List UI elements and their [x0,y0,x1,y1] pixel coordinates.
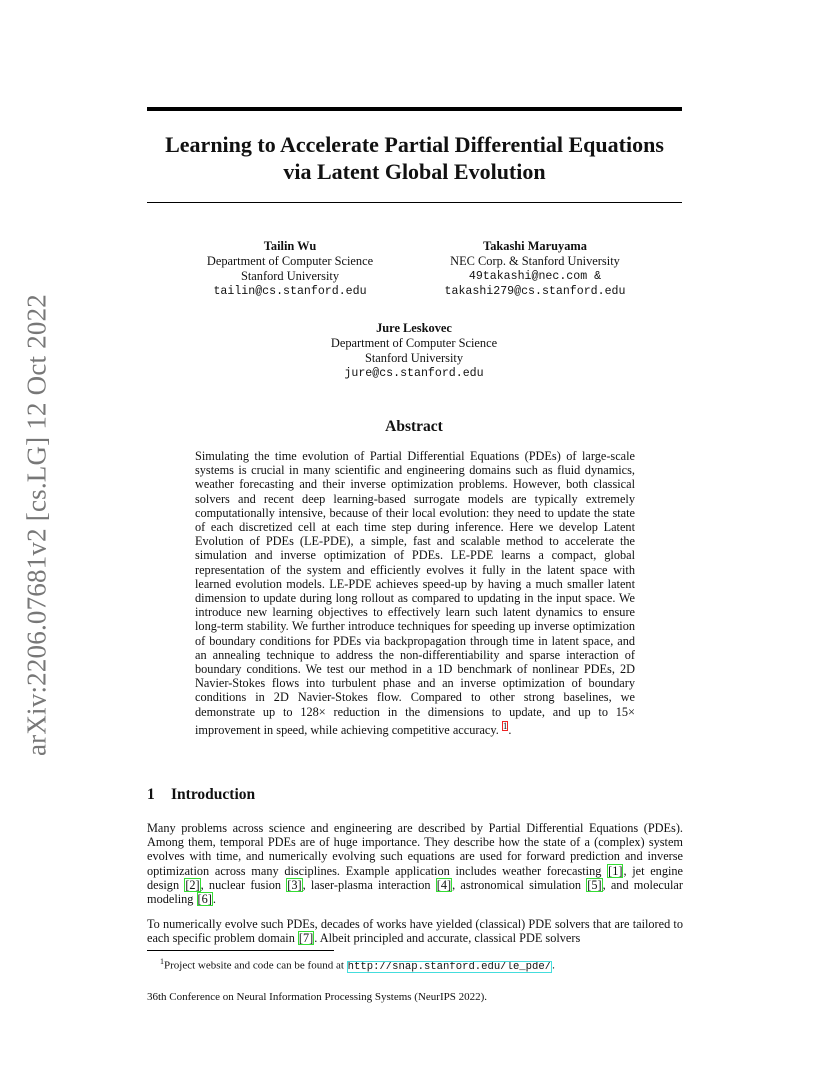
text-run: , laser-plasma interaction [302,877,436,892]
author-email: jure@cs.stanford.edu [344,367,484,380]
citation-link[interactable]: [1] [608,863,623,878]
citation-link[interactable]: [6] [197,892,212,907]
text-run: Many problems across science and engineering are described by Partial Differential Equations (PDEs). Among them, temporal PDEs are of huge importance. They describe how the state of a (complex) system evolves with time, and numerically evolving such equations are used for forward prediction and inverse optimization across many disciplines. Example application includes weather forecasting [147,821,683,878]
author-affiliation: Stanford University [364,351,464,365]
citation-link[interactable]: [7] [298,931,314,946]
text-run: . [212,892,216,907]
section-number: 1 [147,786,155,803]
abstract-text: Simulating the time evolution of Partial Differential Equations (PDEs) of large-scale systems is crucial in many scientific and engineering domains such as fluid dynamics, weather forecasting and their inverse optimization problems. However, both classical solvers and recent deep learning-based surrogate models are typically extremely computationally intensive, because of their local evolution: they need to update the state of each discretized cell at each time step during inference. Here we develop Latent Evolution of PDEs (LE-PDE), a simple, fast and scalable method to accelerate the simulation and inverse optimization of PDEs. LE-PDE learns a compact, global representation of the system and efficiently evolves it fully in the latent space with learned evolution models. LE-PDE achieves speed-up by having a much smaller latent dimension to update during long rollout as compared to updating in the input space. We introduce new learning objectives to effectively learn such latent dynamics to ensure long-term stability. We further introduce techniques for speeding up inverse optimization of boundary conditions for PDEs via backpropagation through time in latent space, and an annealing technique to address the non-differentiability and sparse interaction of boundary conditions. We test our method in a 1D benchmark of nonlinear PDEs, 2D Navier-Stokes flows into turbulent phase and an inverse optimization of boundary conditions in 2D Navier-Stokes flow. Compared to other strong baselines, we demonstrate up to 128× reduction in the dimensions to update, and up to 15× improvement in speed, while achieving competitive accuracy. [195,449,635,737]
text-run: , and molecular modeling [147,877,683,907]
arxiv-side-stamp: arXiv:2206.07681v2 [cs.LG] 12 Oct 2022 [21,293,52,757]
author-name: Takashi Maruyama [483,239,587,253]
section-title: Introduction [171,786,256,803]
citation-link[interactable]: [3] [287,877,302,892]
title-line-2: via Latent Global Evolution [283,159,546,184]
author-block-1 [190,239,390,299]
author-block-2 [425,239,645,299]
footnote-end: . [552,959,555,972]
author-email: 49takashi@nec.com & [468,270,602,283]
author-name: Jure Leskovec [376,321,452,335]
author-affiliation: Stanford University [240,269,340,283]
author-email: tailin@cs.stanford.edu [213,285,367,298]
intro-paragraph-1 [147,821,683,906]
paper-title [120,131,709,185]
abstract-heading: Abstract [385,418,443,435]
text-run: . Albeit principled and accurate, classical PDE solvers [314,931,581,946]
footnote-mark: 1 [160,957,164,966]
project-url-link[interactable]: http://snap.stanford.edu/le_pde/ [347,960,552,973]
author-email: takashi279@cs.stanford.edu [444,285,626,298]
abstract-body: Simulating the time evolution of Partial Differential Equations (PDEs) of large-scale systems is crucial in many scientific and engineering domains such as fluid dynamics, weather forecasting and their inverse optimization problems. However, both classical solvers and recent deep learning-based surrogate models are typically extremely computationally intensive, because of their local evolution: they need to update the state of each discretized cell at each time step during inference. Here we develop Latent Evolution of PDEs (LE-PDE), a simple, fast and scalable method to accelerate the simulation and inverse optimization of PDEs. LE-PDE learns a compact, global representation of the system and efficiently evolves it fully in the latent space with learned evolution models. LE-PDE achieves speed-up by having a much smaller latent dimension to update during long rollout as compared to updating in the input space. We introduce new learning objectives to effectively learn such latent dynamics to ensure long-term stability. We further introduce techniques for speeding up inverse optimization of boundary conditions for PDEs via backpropagation through time in latent space, and an annealing technique to address the non-differentiability and sparse interaction of boundary conditions. We test our method in a 1D benchmark of nonlinear PDEs, 2D Navier-Stokes flows into turbulent phase and an inverse optimization of boundary conditions in 2D Navier-Stokes flow. Compared to other strong baselines, we demonstrate up to 128× reduction in the dimensions to update, and up to 15× improvement in speed, while achieving competitive accuracy. $^1$. [195,449,635,737]
author-affiliation: Department of Computer Science [330,336,498,350]
footnote [160,955,555,974]
author-affiliation: Department of Computer Science [206,254,374,268]
text-run: , nuclear fusion [200,877,287,892]
footnote-text: Project website and code can be found at [164,959,347,972]
conference-note: 36th Conference on Neural Information Processing Systems (NeurIPS 2022). [147,991,488,1003]
author-affiliation: NEC Corp. & Stanford University [450,254,620,268]
citation-link[interactable]: [4] [436,877,452,892]
text-run: To numerically evolve such PDEs, decades of works have yielded (classical) PDE solvers that are tailored to each specific problem domain [147,917,683,946]
citation-link[interactable]: [2] [185,877,200,892]
citation-link[interactable]: [5] [587,877,602,892]
title-top-rule [147,107,682,111]
text-run: , astronomical simulation [452,877,587,892]
text-run: , jet engine design [147,863,683,892]
author-block-3 [314,321,514,381]
title-bottom-rule [147,202,682,203]
footnote-rule [147,950,334,951]
author-name: Tailin Wu [263,239,317,253]
intro-paragraph-2 [147,917,683,945]
footnote-link[interactable]: 1 [502,720,508,731]
title-line-1: Learning to Accelerate Partial Differential Equations [165,132,664,157]
section-heading [147,786,255,804]
